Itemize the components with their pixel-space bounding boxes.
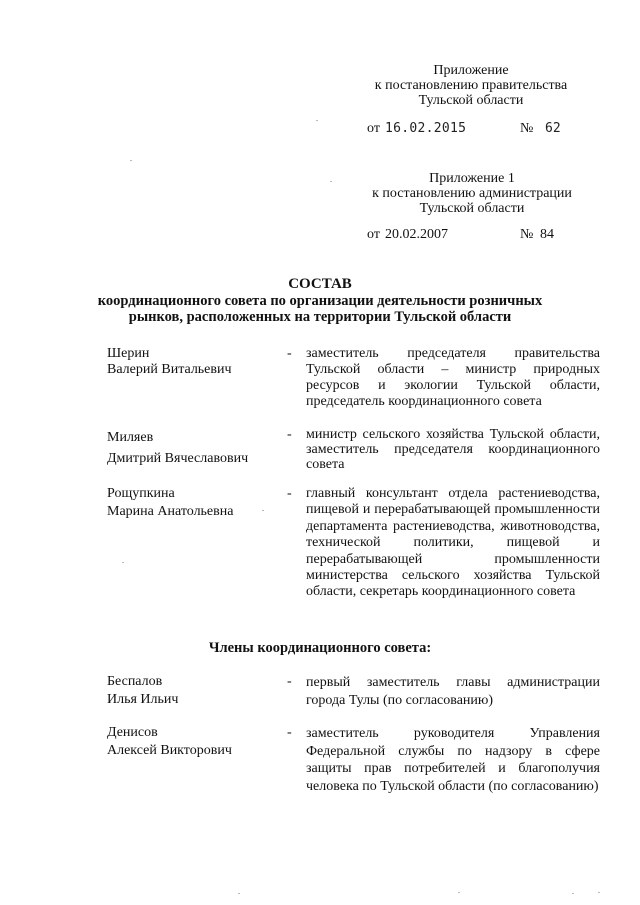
member-surname: Денисов xyxy=(107,725,158,740)
member-given-names: Марина Анатольевна xyxy=(107,504,234,519)
scan-speck xyxy=(238,893,240,894)
attachment-header-1 xyxy=(366,63,576,108)
member-name xyxy=(107,430,248,467)
document-subtitle-line-2: рынков, расположенных на территории Тульской области xyxy=(128,309,512,325)
scan-speck xyxy=(262,510,264,511)
attachment-1-date-prefix: от xyxy=(367,121,380,136)
member-position: заместитель председателя правительства Тульской области – министр природных ресурсов и экологии Тульской области, председатель координационного совета xyxy=(306,346,600,409)
member-surname: Шерин xyxy=(107,346,150,361)
member-given-names: Валерий Витальевич xyxy=(107,362,232,377)
member-position: министр сельского хозяйства Тульской области, заместитель председателя координационного совета xyxy=(306,427,600,472)
attachment-header-2 xyxy=(356,171,588,216)
member-dash: - xyxy=(287,346,292,361)
member-dash: - xyxy=(287,427,292,442)
scan-speck xyxy=(130,160,132,161)
scan-speck xyxy=(316,120,318,121)
attachment-1-line-1: Приложение xyxy=(433,63,509,78)
attachment-2-date-prefix: от xyxy=(367,227,380,242)
document-subtitle xyxy=(60,293,580,325)
document-title: СОСТАВ xyxy=(288,276,352,292)
scan-speck xyxy=(572,893,574,894)
attachment-1-date: 16.02.2015 xyxy=(385,121,467,136)
member-dash: - xyxy=(287,725,292,740)
scan-speck xyxy=(458,892,460,893)
attachment-2-number: 84 xyxy=(540,227,554,242)
attachment-1-line-2: к постановлению правительства xyxy=(374,78,568,93)
attachment-1-line-3: Тульской области xyxy=(418,93,524,108)
member-given-names: Илья Ильич xyxy=(107,692,179,707)
member-surname: Беспалов xyxy=(107,674,163,689)
member-surname: Рощупкина xyxy=(107,486,175,501)
document-subtitle-line-1: координационного совета по организации деятельности розничных xyxy=(97,293,543,309)
scan-speck xyxy=(330,181,332,182)
member-surname: Миляев xyxy=(107,430,154,445)
attachment-1-number: 62 xyxy=(545,121,561,136)
attachment-1-number-prefix: № xyxy=(520,121,534,136)
member-name xyxy=(107,725,232,759)
member-position: заместитель руководителя Управления Федеральной службы по надзору в сфере защиты прав потребителей и благополучия человека по Тульской области (по согласованию) xyxy=(306,726,600,794)
attachment-2-line-1: Приложение 1 xyxy=(429,171,515,186)
scan-speck xyxy=(598,892,600,893)
scan-speck xyxy=(122,562,124,563)
attachment-2-line-2: к постановлению администрации xyxy=(372,186,572,201)
attachment-2-date: 20.02.2007 xyxy=(385,227,448,242)
members-heading: Члены координационного совета: xyxy=(208,640,432,656)
member-dash: - xyxy=(287,486,292,501)
member-dash: - xyxy=(287,674,292,689)
member-position: главный консультант отдела растениеводства, пищевой и перерабатывающей промышленности департамента растениеводства, животноводства, технической политики, пищевой и перерабатывающей промышленности министерства сельского хозяйства Тульской области, секретарь координационного совета xyxy=(306,486,600,600)
member-name xyxy=(107,486,233,520)
member-position: первый заместитель главы администрации города Тулы (по согласованию) xyxy=(306,675,600,708)
member-name xyxy=(107,346,232,378)
member-given-names: Алексей Викторович xyxy=(107,743,232,758)
member-given-names: Дмитрий Вячеславович xyxy=(107,451,249,466)
attachment-2-number-prefix: № xyxy=(520,227,534,242)
member-name xyxy=(107,674,178,708)
attachment-2-line-3: Тульской области xyxy=(419,201,525,216)
